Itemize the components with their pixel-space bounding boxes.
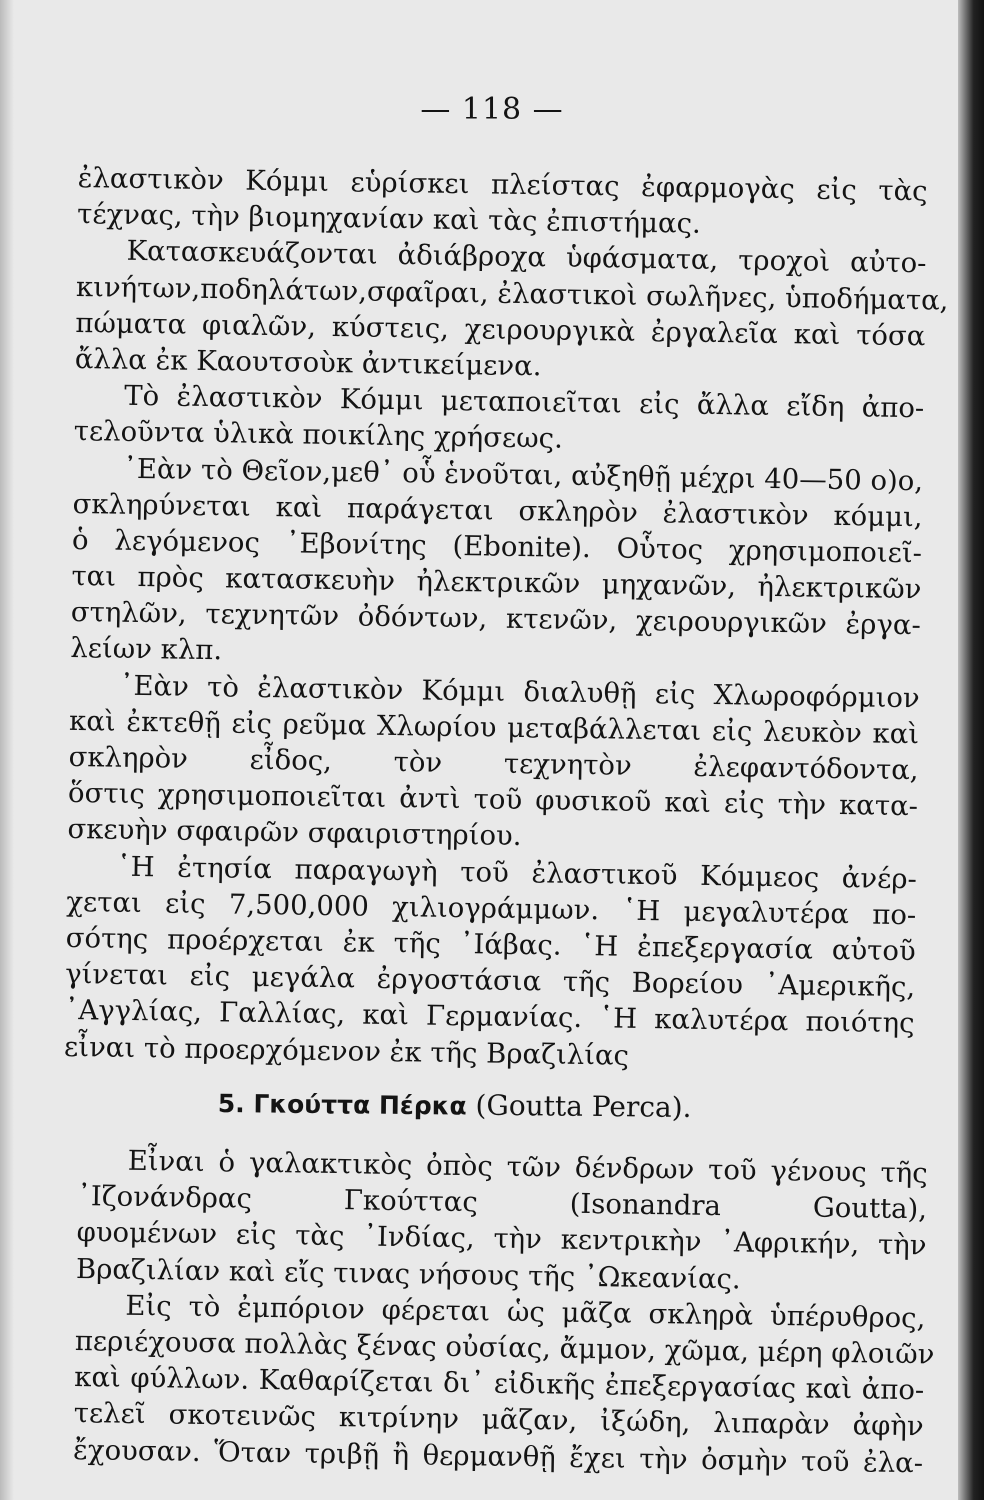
- text-line: πώματα φιαλῶν, κύστεις, χειρουργικὰ ἐργαλεῖα καὶ τόσα: [75, 306, 926, 353]
- text-line: ται πρὸς κατασκευὴν ἠλεκτρικῶν μηχανῶν, ἠλεκτρικῶν: [71, 560, 922, 606]
- text-line: ῾Η ἐτησία παραγωγὴ τοῦ ἐλαστικοῦ Κόμμεος ἀνέρ-: [116, 850, 918, 895]
- section-heading-title: 5. Γκούττα Πέρκα: [217, 1088, 467, 1121]
- text-line: σκληρύνεται καὶ παράγεται σκληρὸν ἐλαστικὸν κόμμι,: [72, 487, 923, 533]
- text-line: καὶ φύλλων. Καθαρίζεται δι᾿ εἰδικῆς ἐπεξεργασίας καὶ ἀπο-: [74, 1361, 925, 1407]
- text-line: Τὸ ἐλαστικὸν Κόμμι μεταποιεῖται εἰς ἄλλα εἴδη ἀπο-: [124, 379, 925, 425]
- text-line: εἶναι τὸ προερχόμενον ἐκ τῆς Βραζιλίας: [63, 1030, 630, 1072]
- page-number: — 118 —: [420, 92, 564, 127]
- text-line: ᾿Εὰν τὸ ἐλαστικὸν Κόμμι διαλυθῇ εἰς Χλωροφόρμιον: [119, 669, 920, 714]
- text-line: ὁ λεγόμενος ᾿Εβονίτης (Ebonite). Οὗτος χρησιμοποιεῖ-: [71, 523, 923, 570]
- text-line: ᾿Εὰν τὸ Θεῖον,μεθ᾿ οὗ ἑνοῦται, αὐξηθῇ μέχρι 40—50 ο)ο,: [122, 452, 924, 497]
- text-line: σκληρὸν εἶδος, τὸν τεχνητὸν ἐλεφαντόδοντα,: [68, 740, 919, 787]
- text-line: Εἶναι ὁ γαλακτικὸς ὀπὸς τῶν δένδρων τοῦ γένους τῆς: [127, 1144, 928, 1190]
- text-line: Κατασκευάζονται ἀδιάβροχα ὑφάσματα, τροχοὶ αὐτο-: [126, 235, 927, 280]
- text-line: γίνεται εἰς μεγάλα ἐργοστάσια τῆς Βορείου ᾿Αμερικῆς,: [64, 958, 916, 1004]
- page-edge-left: [0, 0, 14, 1500]
- body-text-bottom: [72, 1142, 935, 1481]
- body-text-top: [63, 160, 949, 1078]
- text-line: τελοῦντα ὑλικὰ ποικίλης χρήσεως.: [73, 415, 564, 455]
- text-line: Εἰς τὸ ἐμπόριον φέρεται ὡς μᾶζα σκληρὰ ὑπέρυθρος,: [125, 1289, 926, 1335]
- text-line: τέχνας, τὴν βιομηχανίαν καὶ τὰς ἐπιστήμας.: [76, 198, 701, 240]
- text-line: στηλῶν, τεχνητῶν ὀδόντων, κτενῶν, χειρουργικῶν ἐργα-: [70, 596, 922, 642]
- text-line: χεται εἰς 7,500,000 χιλιογράμμων. ῾Η μεγαλυτέρα πο-: [66, 885, 917, 932]
- book-spine-shadow: [958, 0, 984, 1500]
- text-line: περιέχουσα πολλὰς ξένας οὐσίας, ἄμμον, χῶμα, μέρη φλοιῶν: [74, 1324, 935, 1371]
- text-line: καὶ ἐκτεθῇ εἰς ρεῦμα Χλωρίου μεταβάλλεται εἰς λευκὸν καὶ: [68, 704, 920, 751]
- text-line: Βραζιλίαν καὶ εἴς τινας νήσους τῆς ᾿Ωκεανίας.: [75, 1252, 741, 1295]
- text-line: ἐλαστικὸν Κόμμι εὑρίσκει πλείστας ἐφαρμογὰς εἰς τὰς: [77, 161, 928, 208]
- text-line: ἔχουσαν. Ὅταν τριβῇ ἢ θερμανθῇ ἔχει τὴν ὀσμὴν τοῦ ἐλα-: [72, 1433, 924, 1479]
- text-line: ᾿Αγγλίας, Γαλλίας, καὶ Γερμανίας. ῾Η καλυτέρα ποιότης: [64, 994, 915, 1040]
- text-line: ᾿Ιζονάνδρας Γκούττας (Isonandra Goutta),: [76, 1180, 928, 1226]
- text-line: σότης προέρχεται ἐκ τῆς ᾿Ιάβας. ῾Η ἐπεξεργασία αὐτοῦ: [65, 921, 916, 968]
- text-line: ἄλλα ἐκ Καουτσοὺκ ἀντικείμενα.: [74, 342, 542, 383]
- text-line: φυομένων εἰς τὰς ᾿Ινδίας, τὴν κεντρικὴν ᾿Αφρικήν, τὴν: [76, 1216, 927, 1262]
- section-heading: [218, 1086, 692, 1124]
- section-heading-latin: (Goutta Perca).: [466, 1088, 692, 1124]
- text-line: κινήτων,ποδηλάτων,σφαῖραι, ἐλαστικοὶ σωλῆνες, ὑποδήματα,: [75, 270, 949, 317]
- text-line: ὅστις χρησιμοποιεῖται ἀντὶ τοῦ φυσικοῦ καὶ εἰς τὴν κατα-: [67, 777, 919, 823]
- text-line: σκευὴν σφαιρῶν σφαιριστηρίου.: [67, 813, 522, 853]
- text-line: λείων κλπ.: [70, 632, 223, 667]
- text-line: τελεῖ σκοτεινῶς κιτρίνην μᾶζαν, ἰξώδη, λιπαρὰν ἀφὴν: [73, 1397, 924, 1443]
